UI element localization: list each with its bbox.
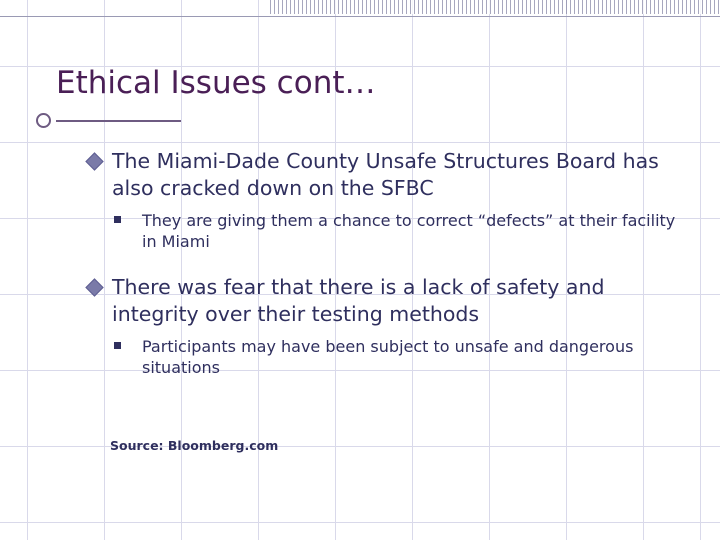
bullet-text: They are giving them a chance to correct “defects” at their facility in Miami: [142, 211, 676, 251]
bullet-level1: [86, 148, 686, 202]
diamond-bullet-icon: [85, 278, 103, 296]
title-underline: [56, 120, 181, 122]
bullet-text: The Miami-Dade County Unsafe Structures Board has also cracked down on the SFBC: [112, 149, 659, 200]
slide-body: [86, 148, 686, 386]
spacer: [86, 260, 686, 274]
source-citation: Source: Bloomberg.com: [110, 438, 279, 453]
header-rule: [0, 16, 720, 17]
square-bullet-icon: [114, 342, 121, 349]
circle-decoration-icon: [36, 113, 51, 128]
grid-line-horizontal: [0, 446, 720, 447]
bullet-level2: [86, 210, 686, 252]
grid-line-horizontal: [0, 522, 720, 523]
bullet-text: Participants may have been subject to unsafe and dangerous situations: [142, 337, 634, 377]
bullet-level1: [86, 274, 686, 328]
grid-line-vertical: [700, 0, 701, 540]
bullet-level2: [86, 336, 686, 378]
square-bullet-icon: [114, 216, 121, 223]
header-hatch-band: [270, 0, 720, 14]
page-title: Ethical Issues cont…: [56, 65, 376, 101]
grid-line-horizontal: [0, 142, 720, 143]
grid-line-vertical: [27, 0, 28, 540]
diamond-bullet-icon: [85, 152, 103, 170]
bullet-text: There was fear that there is a lack of safety and integrity over their testing methods: [112, 275, 605, 326]
